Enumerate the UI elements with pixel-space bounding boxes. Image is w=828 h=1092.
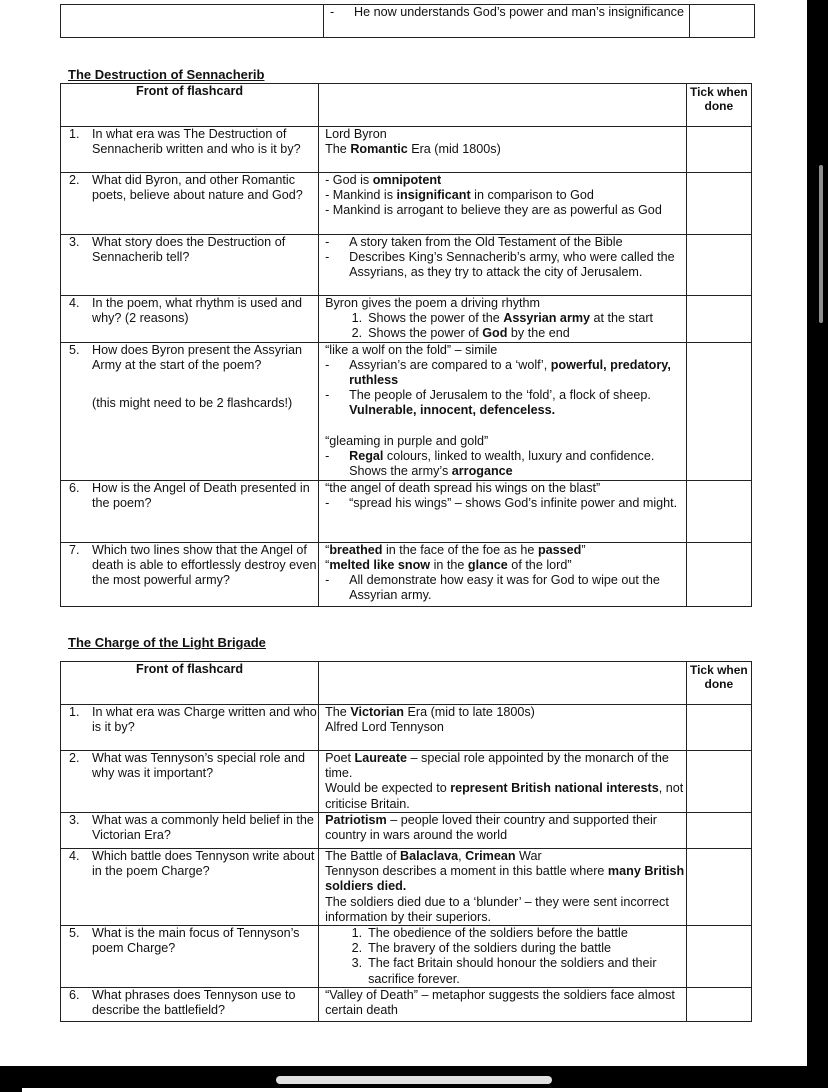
front-header: Front of flashcard xyxy=(61,84,319,127)
section-title-sennacherib: The Destruction of Sennacherib xyxy=(68,67,265,82)
answer-text: - God is xyxy=(325,173,373,187)
answer-bold: arrogance xyxy=(451,464,513,479)
quote-line: “like a wolf on the fold” – simile xyxy=(325,342,498,357)
list-number: 1. xyxy=(351,926,363,941)
bullet-text: Describes King’s Sennacherib’s army, who were called the Assyrians, as they try to attack the city of Jerusalem. xyxy=(349,250,675,280)
bullet-text: Assyrian’s are compared to a ‘wolf’, xyxy=(349,357,551,372)
answer-text: , xyxy=(458,849,466,863)
answer-text: in the face of the foe as he xyxy=(382,542,538,557)
list-number: 2. xyxy=(351,326,363,341)
answer-line: “Valley of Death” – metaphor suggests the soldiers face almost certain death xyxy=(325,987,675,1018)
answer-text: – people loved their country and supported their country in wars around the world xyxy=(325,813,657,843)
answer-bold: breathed xyxy=(329,542,383,557)
answer-bold: Victorian xyxy=(350,705,404,719)
table-row xyxy=(61,751,752,813)
question-text: What was Tennyson’s special role and why was it important? xyxy=(92,751,306,781)
answer-text: in comparison to God xyxy=(470,188,594,203)
answer-bold: powerful, predatory, ruthless xyxy=(349,357,671,388)
table-row xyxy=(61,926,752,988)
question-text: What did Byron, and other Romantic poets, believe about nature and God? xyxy=(92,173,303,203)
answer-bold: insignificant xyxy=(396,188,471,203)
answer-text: - Mankind is xyxy=(325,188,397,203)
answer-bold: melted like snow xyxy=(329,557,431,572)
list-number: 3. xyxy=(351,956,363,971)
question-text: In the poem, what rhythm is used and why? (2 reasons) xyxy=(92,296,303,326)
table-row: 7. Which two lines show that the Angel of death is able to effortlessly destroy even the most powerful army? “breathed in the face of the foe as he passed” “melted like snow in the glance of the lord” - All demonstrate how easy it was for God to wipe out the Assyrian army. xyxy=(61,542,752,606)
table-header-row xyxy=(61,662,752,705)
question-number: 3. xyxy=(69,813,80,827)
answer-text: Era (mid 1800s) xyxy=(407,142,501,157)
question-text: Which two lines show that the Angel of death is able to effortlessly destroy even the most powerful army? xyxy=(92,542,317,588)
tick-cell xyxy=(686,751,751,813)
answer-text: The Battle of xyxy=(325,849,401,863)
answer-text: Shows the power of xyxy=(368,326,483,341)
table-row xyxy=(61,296,752,343)
answer-line: Byron gives the poem a driving rhythm xyxy=(325,296,541,310)
answer-line: Alfred Lord Tennyson xyxy=(325,720,444,735)
answer-text: The xyxy=(325,705,351,719)
list-text: The obedience of the soldiers before the battle xyxy=(368,926,628,941)
table-row: 3. What story does the Destruction of Sennacherib tell? - A story taken from the Old Testament of the Bible - Describes King’s Sennacherib’s army, who were called the Assyrians, as they try to attack the city of Jerusalem. xyxy=(61,235,752,296)
answer-text: Shows the power of the xyxy=(368,311,504,326)
answer-bold: Vulnerable, innocent, defenceless. xyxy=(349,403,556,418)
table-header-row xyxy=(61,84,752,127)
answer-line: The soldiers died due to a ‘blunder’ – they were sent incorrect information by their superiors. xyxy=(325,894,669,924)
table-row xyxy=(61,705,752,751)
answer-text: – special role appointed by the monarch of the time. xyxy=(325,751,669,781)
answer-bold: Regal xyxy=(349,448,384,463)
answer-bold: omnipotent xyxy=(372,173,442,187)
tick-cell xyxy=(686,705,751,751)
quote-line: “gleaming in purple and gold” xyxy=(325,433,489,448)
bullet-text: The people of Jerusalem to the ‘fold’, a flock of sheep. xyxy=(349,388,651,403)
question-number: 5. xyxy=(69,926,80,941)
tick-cell xyxy=(686,926,751,988)
question-text: How does Byron present the Assyrian Army at the start of the poem? xyxy=(92,342,303,372)
question-note: (this might need to be 2 flashcards!) xyxy=(92,396,293,411)
answer-text: by the end xyxy=(507,326,570,341)
table-row xyxy=(61,5,755,38)
question-text: What is the main focus of Tennyson’s poem Charge? xyxy=(92,926,300,956)
answer-bold: Patriotism xyxy=(325,813,387,827)
answer-text: Tennyson describes a moment in this battle where xyxy=(325,864,608,879)
answer-header xyxy=(319,662,687,705)
question-text: How is the Angel of Death presented in the poem? xyxy=(92,480,310,510)
answer-cell xyxy=(324,5,690,38)
answer-line: Lord Byron xyxy=(325,127,387,141)
answer-text: He now understands God’s power and man’s insignificance xyxy=(354,5,684,19)
answer-text: Era (mid to late 1800s) xyxy=(403,705,535,719)
question-text: In what era was Charge written and who is it by? xyxy=(92,705,317,735)
table-row xyxy=(61,127,752,173)
bullet-text: “spread his wings” – shows God’s infinite power and might. xyxy=(349,495,678,510)
dash-marker: - xyxy=(330,5,335,19)
question-number: 2. xyxy=(69,751,80,765)
question-text: What was a commonly held belief in the Victorian Era? xyxy=(92,813,314,843)
continuation-table xyxy=(60,4,755,38)
question-text: What story does the Destruction of Sennacherib tell? xyxy=(92,235,286,265)
question-number: 2. xyxy=(69,173,80,187)
question-text: What phrases does Tennyson use to describe the battlefield? xyxy=(92,987,296,1018)
bullet-text: A story taken from the Old Testament of the Bible xyxy=(349,235,623,249)
answer-bold: Crimean xyxy=(465,849,516,863)
question-number: 3. xyxy=(69,235,80,249)
table-row xyxy=(61,813,752,849)
front-header: Front of flashcard xyxy=(61,662,319,705)
tick-cell xyxy=(690,5,755,38)
flashcard-table-sennacherib xyxy=(60,83,752,607)
list-number: 1. xyxy=(351,311,363,326)
bullet-text: colours, linked to wealth, luxury and confidence. Shows the army’s xyxy=(349,448,655,479)
question-text: Which battle does Tennyson write about in the poem Charge? xyxy=(92,849,315,879)
answer-text: The xyxy=(325,142,351,157)
answer-text: , not criticise Britain. xyxy=(325,781,684,811)
list-text: The fact Britain should honour the soldiers and their sacrifice forever. xyxy=(368,956,657,986)
answer-text: War xyxy=(515,849,542,863)
tick-cell xyxy=(686,342,751,480)
next-page-edge xyxy=(22,1088,828,1092)
tick-header: Tick when done xyxy=(686,84,751,127)
answer-bold: Romantic xyxy=(350,142,408,157)
question-number: 6. xyxy=(69,987,80,1002)
question-number: 4. xyxy=(69,296,80,310)
question-cell xyxy=(61,5,324,38)
answer-text: Would be expected to xyxy=(325,781,451,796)
tick-cell xyxy=(686,480,751,542)
answer-bold: Laureate xyxy=(354,751,408,765)
table-row: 5. How does Byron present the Assyrian Army at the start of the poem? (this might need to be 2 flashcards!) “like a wolf on the fold” – simile - Assyrian’s are compared to a ‘wolf’, powerful, predatory, ruthless - The people of Jerusalem to the ‘fold’, a flock of sheep. Vulnerable, innocent, defenceless. “gleaming in purple and gold” - Regal colours, linked to wealth, luxury and confidence. Shows the army’s arrogance xyxy=(61,342,752,480)
answer-text: at the start xyxy=(590,311,654,326)
tick-cell xyxy=(686,296,751,343)
answer-text: in the xyxy=(430,557,468,572)
bullet-text: All demonstrate how easy it was for God to wipe out the Assyrian army. xyxy=(349,573,660,603)
tick-cell xyxy=(686,849,751,926)
list-number: 2. xyxy=(351,941,363,956)
table-row xyxy=(61,849,752,926)
answer-bold: Assyrian army xyxy=(503,311,591,326)
answer-header xyxy=(319,84,687,127)
answer-bold: Balaclava xyxy=(400,849,459,863)
tick-cell xyxy=(686,235,751,296)
question-number: 5. xyxy=(69,342,80,357)
tick-cell xyxy=(686,542,751,606)
quote-line: “the angel of death spread his wings on the blast” xyxy=(325,480,601,495)
answer-bold: God xyxy=(482,326,508,341)
answer-bold: many British soldiers died. xyxy=(325,864,685,894)
answer-bold: represent British national interests xyxy=(450,781,659,796)
home-indicator[interactable] xyxy=(276,1076,552,1084)
answer-bold: passed xyxy=(537,542,582,557)
scrollbar[interactable] xyxy=(819,165,823,323)
flashcard-table-charge xyxy=(60,661,752,1022)
answer-text: Poet xyxy=(325,751,355,765)
table-row xyxy=(61,173,752,235)
list-text: The bravery of the soldiers during the battle xyxy=(368,941,612,956)
question-number: 4. xyxy=(69,849,80,863)
tick-header: Tick when done xyxy=(686,662,751,705)
question-number: 1. xyxy=(69,705,80,719)
table-row: 6. How is the Angel of Death presented in the poem? “the angel of death spread his wings on the blast” - “spread his wings” – shows God’s infinite power and might. xyxy=(61,480,752,542)
answer-text: of the lord xyxy=(507,557,568,572)
answer-line: - Mankind is arrogant to believe they are as powerful as God xyxy=(325,203,662,218)
table-row xyxy=(61,987,752,1021)
tick-cell xyxy=(686,987,751,1021)
tick-cell xyxy=(686,173,751,235)
question-number: 7. xyxy=(69,542,80,557)
question-number: 6. xyxy=(69,480,80,495)
section-title-charge: The Charge of the Light Brigade xyxy=(68,635,266,650)
tick-cell xyxy=(686,813,751,849)
answer-bold: glance xyxy=(467,557,508,572)
tick-cell xyxy=(686,127,751,173)
question-number: 1. xyxy=(69,127,80,141)
question-text: In what era was The Destruction of Sennacherib written and who is it by? xyxy=(92,127,301,157)
